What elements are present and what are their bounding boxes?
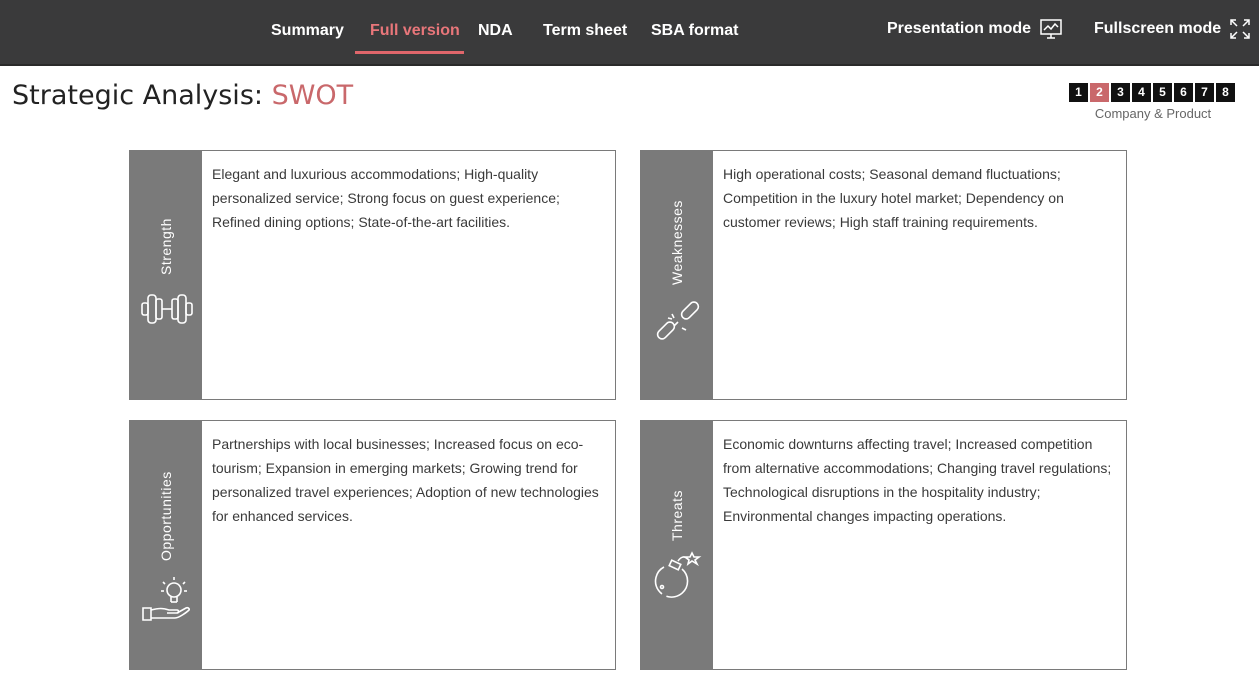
expand-icon — [1229, 18, 1251, 40]
page-title-prefix: Strategic Analysis: — [12, 80, 263, 111]
swot-opportunities-card — [129, 420, 616, 670]
swot-threats-card — [640, 420, 1127, 670]
swot-threats-text: Economic downturns affecting travel; Increased competition from alternative accommodations; Changing travel regulations; Technological disruptions in the hospitality industry; Environmental changes impacting operations. — [723, 436, 1112, 524]
swot-threats-sidebar — [641, 421, 713, 669]
swot-weaknesses-card — [640, 150, 1127, 400]
swot-weaknesses-text: High operational costs; Seasonal demand fluctuations; Competition in the luxury hotel market; Dependency on customer reviews; High staff training requirements. — [723, 166, 1064, 230]
bomb-icon — [654, 549, 702, 603]
dumbbell-icon — [141, 289, 193, 329]
swot-threats-label: Threats — [669, 490, 685, 541]
page-button-6[interactable]: 6 — [1174, 83, 1193, 102]
swot-strength-sidebar — [130, 151, 202, 399]
presentation-chart-icon — [1039, 18, 1063, 40]
page-button-3[interactable]: 3 — [1111, 83, 1130, 102]
swot-weaknesses-sidebar — [641, 151, 713, 399]
swot-opportunities-text: Partnerships with local businesses; Increased focus on eco-tourism; Expansion in emerging markets; Growing trend for personalized travel experiences; Adoption of new technologies for enhanced services. — [212, 436, 599, 524]
page-button-7[interactable]: 7 — [1195, 83, 1214, 102]
page-title-highlight: SWOT — [271, 80, 354, 111]
pager-caption: Company & Product — [1094, 106, 1212, 121]
page-navigator — [1069, 83, 1235, 102]
tab-sba-format[interactable]: SBA format — [651, 22, 739, 39]
lightbulb-hand-icon — [141, 574, 193, 624]
tab-nda[interactable]: NDA — [478, 22, 513, 39]
page-button-5[interactable]: 5 — [1153, 83, 1172, 102]
swot-opportunities-label: Opportunities — [158, 471, 174, 561]
page-button-4[interactable]: 4 — [1132, 83, 1151, 102]
presentation-mode-button[interactable] — [887, 0, 1063, 58]
swot-weaknesses-label: Weaknesses — [669, 200, 685, 285]
active-tab-underline — [355, 51, 464, 54]
page-button-2[interactable]: 2 — [1090, 83, 1109, 102]
broken-chain-icon — [652, 296, 704, 348]
swot-opportunities-sidebar — [130, 421, 202, 669]
fullscreen-mode-button[interactable] — [1094, 0, 1251, 58]
swot-strength-label: Strength — [158, 218, 174, 275]
fullscreen-mode-label: Fullscreen mode — [1094, 20, 1222, 37]
swot-strength-card — [129, 150, 616, 400]
page-title — [12, 80, 353, 111]
tab-summary[interactable]: Summary — [271, 22, 344, 39]
swot-strength-text: Elegant and luxurious accommodations; High-quality personalized service; Strong focus on guest experience; Refined dining options; State-of-the-art facilities. — [212, 166, 560, 230]
page-button-1[interactable]: 1 — [1069, 83, 1088, 102]
tab-term-sheet[interactable]: Term sheet — [543, 22, 628, 39]
page-button-8[interactable]: 8 — [1216, 83, 1235, 102]
presentation-mode-label: Presentation mode — [887, 20, 1032, 37]
tab-full-version[interactable]: Full version — [370, 22, 460, 39]
top-navigation-bar — [0, 0, 1259, 66]
